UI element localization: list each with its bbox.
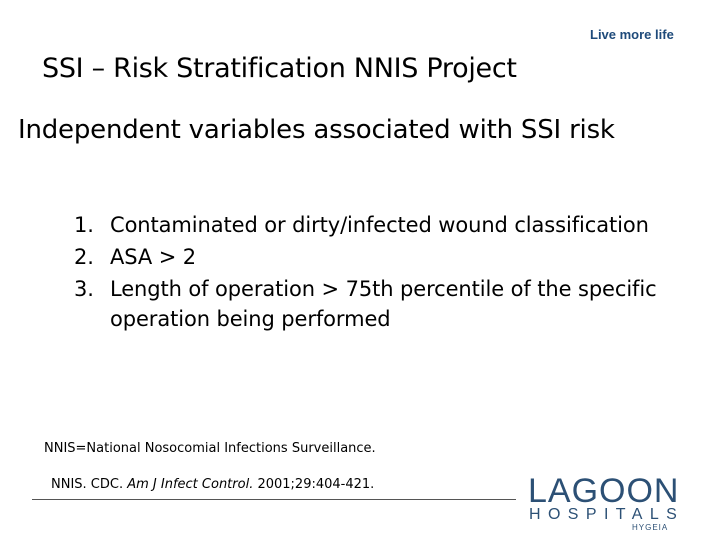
lagoon-hospitals-logo bbox=[528, 472, 685, 534]
footer-divider bbox=[32, 499, 516, 500]
slide-subtitle: Independent variables associated with SSI risk bbox=[18, 115, 615, 145]
citation-details: 2001;29:404-421. bbox=[253, 477, 375, 492]
abbreviation-definition: NNIS=National Nosocomial Infections Surveillance. bbox=[44, 441, 376, 456]
list-item bbox=[74, 274, 714, 334]
list-item-number: 2. bbox=[74, 245, 94, 269]
list-item-number: 1. bbox=[74, 213, 94, 237]
list-item-text: Length of operation > 75th percentile of the specific operation being performed bbox=[110, 277, 657, 331]
risk-variable-list bbox=[74, 210, 714, 336]
citation bbox=[51, 477, 374, 492]
slide-title: SSI – Risk Stratification NNIS Project bbox=[42, 53, 517, 84]
list-item-text: Contaminated or dirty/infected wound classification bbox=[110, 213, 649, 237]
list-item-number: 3. bbox=[74, 277, 94, 301]
list-item bbox=[74, 242, 714, 272]
logo-subtitle: HOSPITALS bbox=[529, 506, 685, 523]
logo-group-name: HYGEIA bbox=[632, 523, 669, 532]
tagline: Live more life bbox=[590, 27, 674, 42]
logo-name: LAGOON bbox=[528, 472, 680, 510]
citation-journal: Am J Infect Control. bbox=[127, 477, 254, 492]
citation-authors: NNIS. CDC. bbox=[51, 477, 128, 492]
list-item-text: ASA > 2 bbox=[110, 245, 197, 269]
list-item bbox=[74, 210, 714, 240]
